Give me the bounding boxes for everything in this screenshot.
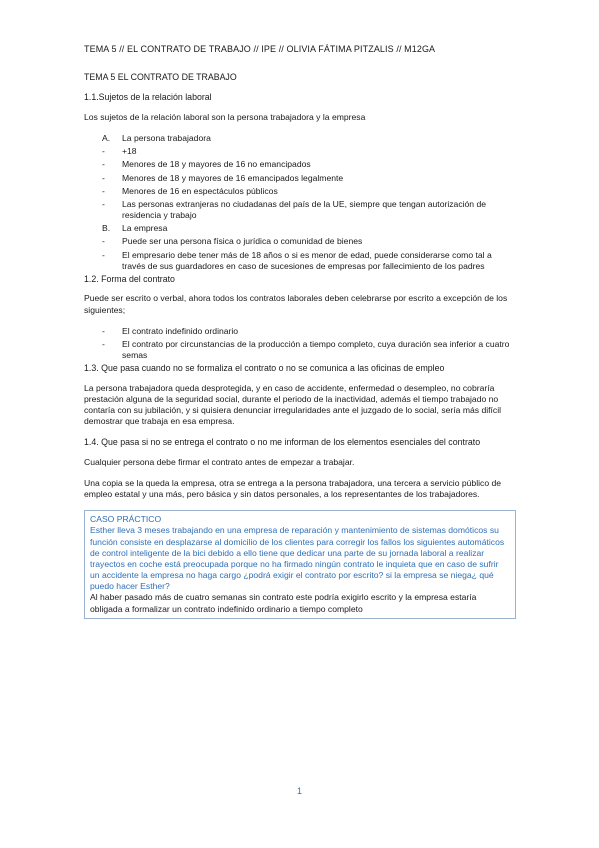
case-study-label: CASO PRÁCTICO <box>90 514 162 525</box>
list-item <box>84 159 516 170</box>
list-item-text: La empresa <box>122 223 168 234</box>
list-item <box>84 326 516 337</box>
list-item-text: Menores de 16 en espectáculos públicos <box>122 185 278 196</box>
list-item-text: Las personas extranjeras no ciudadanas del país de la UE, siempre que tengan autorización de residencia y trabajo <box>122 198 487 221</box>
list-item <box>84 236 516 247</box>
section-1-4-p2: Una copia se la queda la empresa, otra se entrega a la persona trabajadora, una tercera a servicio público de empleo estatal y una más, pero básica y sin datos personales, a los representantes de los trabajadores. <box>84 477 502 500</box>
list-item-text: El contrato por circunstancias de la producción a tiempo completo, cuya duración sea inferior a cuatro semas <box>122 338 510 361</box>
section-1-2-intro: Puede ser escrito o verbal, ahora todos los contratos laborales deben celebrarse por escrito a excepción de los siguientes; <box>84 293 508 315</box>
section-1-1-intro: Los sujetos de la relación laboral son la persona trabajadora y la empresa <box>84 111 366 122</box>
list-item <box>84 339 516 361</box>
list-item <box>84 146 516 157</box>
list-item <box>84 250 516 272</box>
case-study-box <box>84 510 516 619</box>
section-1-4-p1: Cualquier persona debe firmar el contrato antes de empezar a trabajar. <box>84 456 355 467</box>
list-item <box>84 133 516 144</box>
case-study-answer: Al haber pasado más de cuatro semanas sin contrato este podría exigirlo escrito y la empresa estaría obligada a formalizar un contrato indefinido ordinario a tiempo completo <box>90 592 477 614</box>
section-heading-1-4: 1.4. Que pasa si no se entrega el contrato o no me informan de los elementos esenciales del contrato <box>84 437 481 448</box>
exceptions-list <box>84 326 516 362</box>
list-marker: - <box>102 172 105 183</box>
list-item <box>84 223 516 234</box>
section-1-3-body: La persona trabajadora queda desprotegida, y en caso de accidente, enfermedad o desempleo, no cobraría prestación alguna de la seguridad social, durante el periodo de la inactividad, además el tiempo trabajado no contaría con su jubilación, y si quisiera denunciar irregularidades ante el juzgado de lo social, sería más difícil demostrar que trabaja en esa empresa. <box>84 382 502 427</box>
subjects-list <box>84 133 516 272</box>
list-marker: - <box>102 198 105 209</box>
list-item <box>84 186 516 197</box>
list-item-text: El empresario debe tener más de 18 años o si es menor de edad, puede considerarse como tal a través de sus guardadores en caso de sucesiones de empresas por fallecimiento de los padres <box>122 249 492 271</box>
page-header: TEMA 5 // EL CONTRATO DE TRABAJO // IPE // OLIVIA FÁTIMA PITZALIS // M12GA <box>84 44 436 54</box>
section-heading-1-3: 1.3. Que pasa cuando no se formaliza el contrato o no se comunica a las oficinas de empleo <box>84 363 445 374</box>
list-marker: - <box>102 338 105 349</box>
section-heading-1-2: 1.2. Forma del contrato <box>84 273 175 284</box>
list-item <box>84 173 516 184</box>
list-marker: A. <box>102 133 111 144</box>
case-study-question: Esther lleva 3 meses trabajando en una empresa de reparación y mantenimiento de sistemas domóticos su función consiste en desplazarse al domicilio de los clientes para corregir los fallos los siguientes automáticos de control inteligente de la bici debido a ello tiene que dedicar una parte de su jornada laboral a realizar trayectos en coche está preocupada porque no ha firmado ningún contrato le inquieta que en caso de sufrir un accidente la empresa no haga cargo ¿podrá exigir el contrato por escrito? si la empresa se niega¿ qué puedo hacer Esther? <box>90 525 505 592</box>
page-number: 1 <box>296 786 302 796</box>
list-item-text: Puede ser una persona física o jurídica o comunidad de bienes <box>122 236 363 247</box>
list-marker: B. <box>102 223 111 234</box>
list-marker: - <box>102 249 105 260</box>
list-item-text: +18 <box>122 146 137 157</box>
list-item-text: Menores de 18 y mayores de 16 emancipados legalmente <box>122 172 344 183</box>
list-item-text: Menores de 18 y mayores de 16 no emancipados <box>122 159 311 170</box>
list-item <box>84 199 516 221</box>
document-body <box>84 72 516 619</box>
list-item-text: El contrato indefinido ordinario <box>122 325 239 336</box>
list-marker: - <box>102 185 105 196</box>
document-title: TEMA 5 EL CONTRATO DE TRABAJO <box>84 72 237 82</box>
list-marker: - <box>102 325 105 336</box>
section-heading-1-1: 1.1.Sujetos de la relación laboral <box>84 92 212 103</box>
list-marker: - <box>102 146 105 157</box>
list-marker: - <box>102 159 105 170</box>
list-item-text: La persona trabajadora <box>122 133 211 144</box>
list-marker: - <box>102 236 105 247</box>
